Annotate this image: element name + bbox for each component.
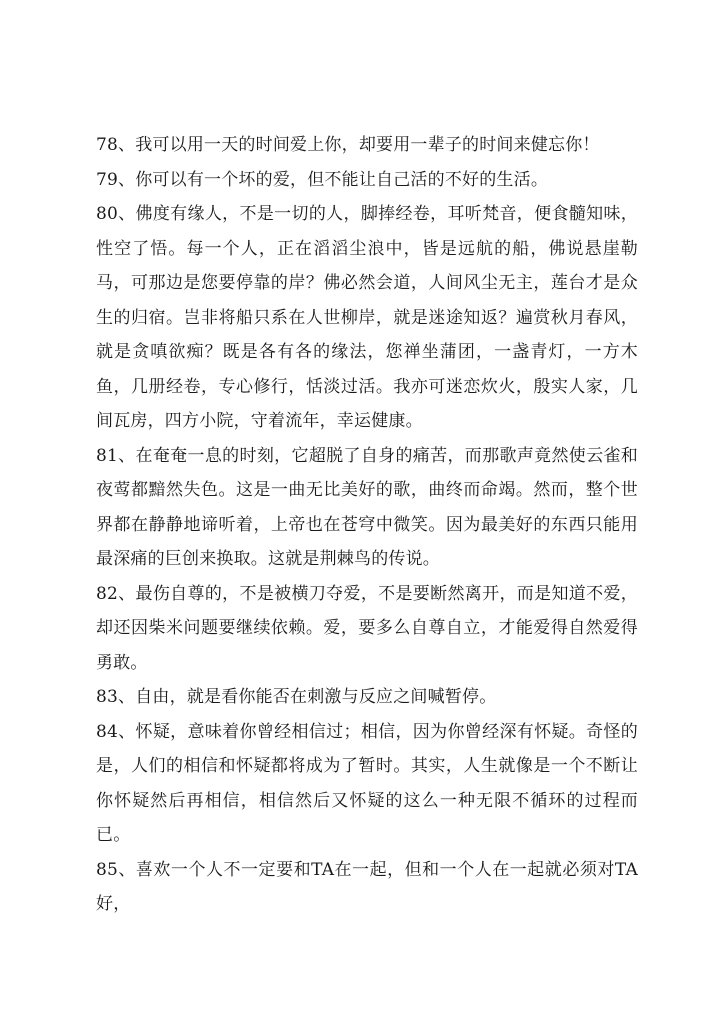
document-body [96,128,638,922]
quote-paragraph-80: 80、佛度有缘人，不是一切的人，脚捧经卷，耳听梵音，便食髓知味，性空了悟。每一个人，正在滔滔尘浪中，皆是远航的船，佛说悬崖勒马，可那边是您要停靠的岸？佛必然会道，人间风尘无主，莲台才是众生的归宿。岂非将船只系在人世柳岸，就是迷途知返？遍赏秋月春风，就是贪嗔欲痴？既是各有各的缘法，您禅坐蒲团，一盏青灯，一方木鱼，几册经卷，专心修行，恬淡过活。我亦可迷恋炊火，殷实人家，几间瓦房，四方小院，守着流年，幸运健康。 [96,204,638,431]
quote-paragraph-79: 79、你可以有一个坏的爱，但不能让自己活的不好的生活。 [96,169,549,190]
quote-paragraph-78: 78、我可以用一天的时间爱上你，却要用一辈子的时间来健忘你！ [96,135,600,155]
quote-paragraph-83: 83、自由，就是看你能否在刺激与反应之间喊暂停。 [96,687,497,707]
quote-paragraph-85: 85、喜欢一个人不一定要和TA在一起，但和一个人在一起就必须对TA好， [96,859,638,914]
quote-paragraph-82: 82、最伤自尊的，不是被横刀夺爱，不是要断然离开，而是知道不爱，却还因柴米问题要继续依赖。爱，要多么自尊自立，才能爱得自然爱得勇敢。 [96,583,638,673]
quote-paragraph-81: 81、在奄奄一息的时刻，它超脱了自身的痛苦，而那歌声竟然使云雀和夜莺都黯然失色。这是一曲无比美好的歌，曲终而命竭。然而，整个世界都在静静地谛听着，上帝也在苍穹中微笑。因为最美好的东西只能用最深痛的巨创来换取。这就是荆棘鸟的传说。 [96,445,638,569]
quote-paragraph-84: 84、怀疑，意味着你曾经相信过；相信，因为你曾经深有怀疑。奇怪的是，人们的相信和怀疑都将成为了暂时。其实，人生就像是一个不断让你怀疑然后再相信，相信然后又怀疑的这么一种无限不循环的过程而已。 [96,721,638,845]
